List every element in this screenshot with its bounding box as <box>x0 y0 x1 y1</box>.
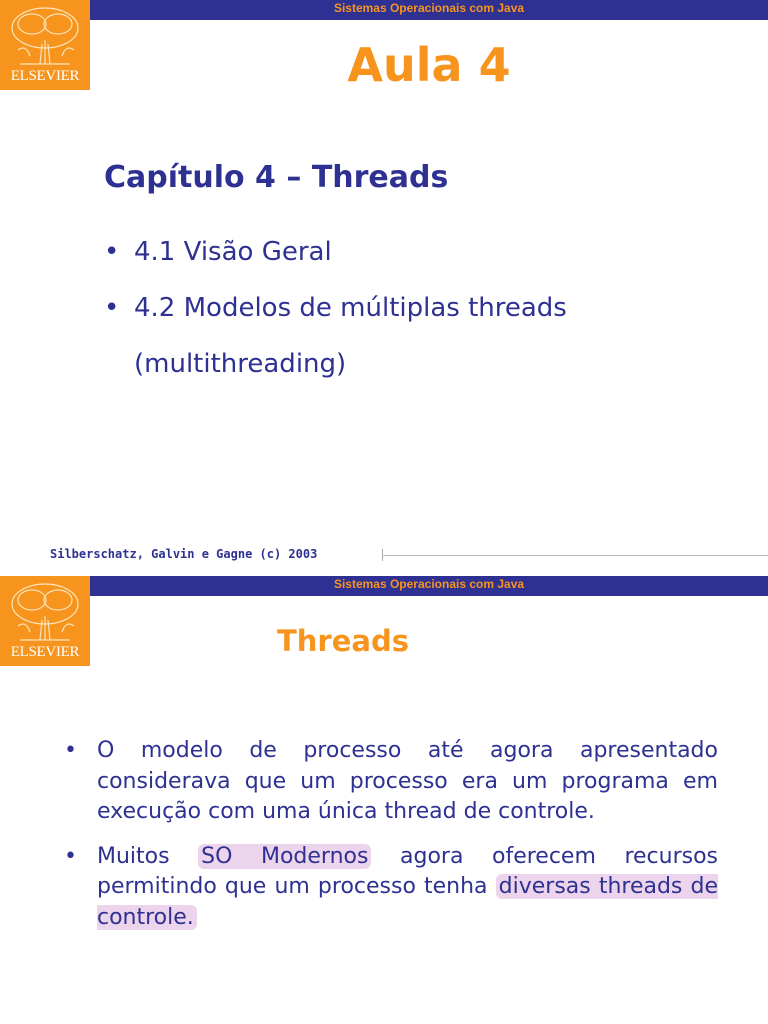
list-item: • 4.2 Modelos de múltiplas threads (multithreading) <box>104 280 704 392</box>
course-title: Sistemas Operacionais com Java <box>333 1 525 15</box>
bullet-icon: • <box>64 843 77 869</box>
chapter-heading: Capítulo 4 – Threads <box>104 160 449 195</box>
slide-2 <box>0 576 768 1024</box>
footer-divider <box>382 555 768 556</box>
publisher-name: ELSEVIER <box>10 68 80 84</box>
list-item: • O modelo de processo até agora apresentado considerava que um processo era um programa em execução com uma única thread de controle. <box>64 738 718 824</box>
course-title: Sistemas Operacionais com Java <box>333 577 525 591</box>
highlight-diversas-threads: diversas threads de controle. <box>97 874 718 930</box>
bullet-icon: • <box>64 738 77 763</box>
tree-icon <box>0 0 90 70</box>
slide-title: Threads <box>277 624 409 658</box>
topic-list <box>104 224 704 392</box>
list-item: • 4.1 Visão Geral <box>104 224 704 280</box>
highlight-so-modernos: SO Modernos <box>198 844 371 869</box>
list-item: • Muitos SO Modernos agora oferecem recursos permitindo que um processo tenha diversas threads de controle. <box>64 843 719 930</box>
content-list <box>64 736 718 947</box>
publisher-name: ELSEVIER <box>10 644 80 660</box>
bullet-icon: • <box>104 237 120 267</box>
elsevier-logo <box>0 0 90 90</box>
footer-citation: Silberschatz, Galvin e Gagne (c) 2003 <box>50 547 318 561</box>
bullet-icon: • <box>104 293 120 323</box>
slide-title: Aula 4 <box>347 38 511 92</box>
